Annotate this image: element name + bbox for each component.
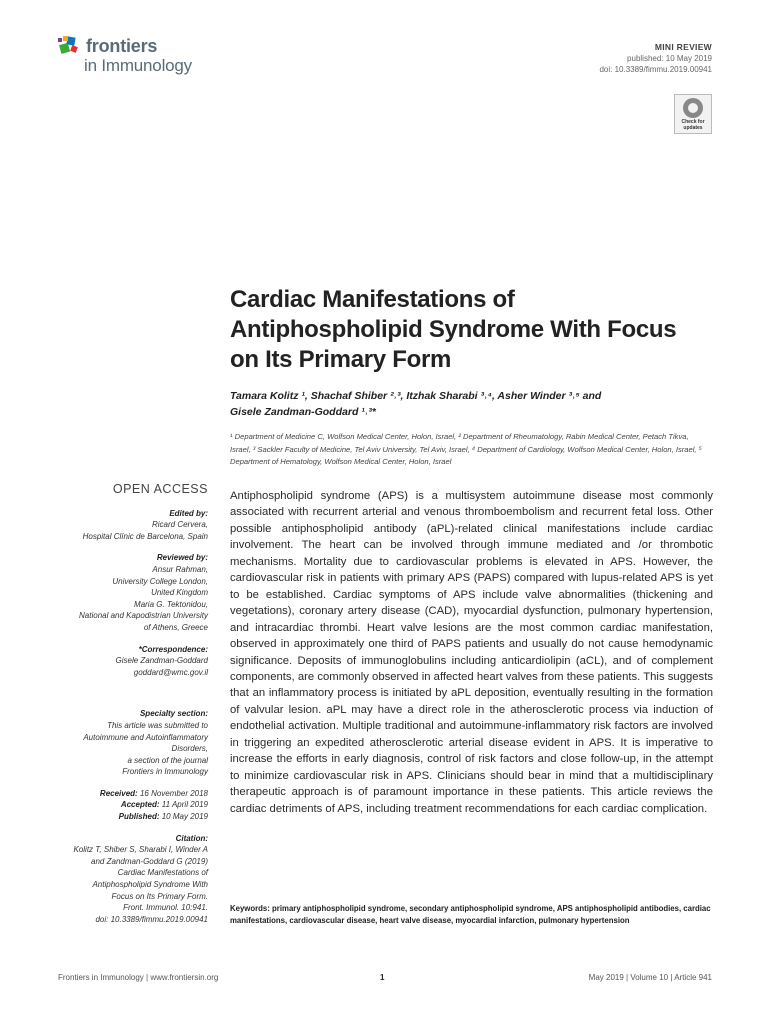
accepted-date: 11 April 2019 (161, 800, 208, 810)
citation-line: Cardiac Manifestations of (117, 868, 208, 878)
received-date: 16 November 2018 (139, 788, 208, 798)
footer-journal[interactable]: Frontiers in Immunology | www.frontiersin.org (58, 973, 219, 982)
check-updates-icon (683, 98, 703, 118)
specialty-line: Frontiers in Immunology (122, 767, 208, 777)
published-date: published: 10 May 2019 (627, 54, 712, 63)
badge-line1: Check for (681, 119, 705, 125)
footer-issue: May 2019 | Volume 10 | Article 941 (588, 973, 712, 982)
citation-line[interactable]: doi: 10.3389/fimmu.2019.00941 (95, 914, 208, 924)
correspondence-name: Gisele Zandman-Goddard (115, 656, 208, 666)
affiliations: ¹ Department of Medicine C, Wolfson Medical Center, Holon, Israel, ² Department of Rheumatology, Rabin Medical Center, Petach Tikva, Israel, ³ Sackler Faculty of Medicine, Tel Aviv University, Tel Aviv, Israel, ⁴ Department of Cardiology, Wolfson Medical Center, Holon, Israel, ⁵ Department of Hematology, Wolfson Medical Center, Holon, Israel (230, 432, 702, 466)
badge-line2: updates (683, 125, 703, 131)
specialty-line: a section of the journal (127, 755, 208, 765)
keywords (230, 903, 713, 927)
check-updates-badge[interactable] (674, 94, 712, 134)
authors-line1: Tamara Kolitz ¹, Shachaf Shiber ²˒³, Itzhak Sharabi ³˒⁴, Asher Winder ³˒⁵ and (230, 390, 602, 402)
reviewed-by-label: Reviewed by: (156, 553, 208, 563)
dates-section (58, 788, 208, 823)
reviewer-line: National and Kapodistrian University (79, 611, 208, 621)
specialty-line: This article was submitted to (107, 720, 208, 730)
reviewer-line: University College London, (112, 576, 208, 586)
keywords-label: Keywords: (230, 904, 270, 913)
correspondence-email[interactable]: goddard@wmc.gov.il (133, 667, 208, 677)
citation-line: Antiphospholipid Syndrome With (92, 880, 208, 890)
citation-line: Front. Immunol. 10:941. (123, 903, 208, 913)
received-label: Received: (99, 788, 138, 798)
reviewer-line: Maria G. Tektonidou, (134, 599, 208, 609)
citation-line: Focus on Its Primary Form. (111, 891, 208, 901)
citation-line: and Zandman-Goddard G (2019) (91, 856, 208, 866)
article-header (599, 42, 712, 75)
reviewer-line: of Athens, Greece (143, 622, 208, 632)
specialty-line: Disorders, (171, 744, 208, 754)
published-label: Published: (118, 812, 160, 822)
specialty-section (58, 708, 208, 778)
editor-line: Hospital Clínic de Barcelona, Spain (82, 531, 208, 541)
article-title: Cardiac Manifestations of Antiphospholipid Syndrome With Focus on Its Primary Form (230, 286, 677, 373)
edited-by-label: Edited by: (169, 508, 208, 518)
specialty-label: Specialty section: (139, 709, 208, 719)
journal-name-line1: frontiers (86, 36, 158, 56)
article-doi[interactable]: doi: 10.3389/fimmu.2019.00941 (599, 65, 712, 74)
citation-label: Citation: (175, 833, 208, 843)
reviewer-line: United Kingdom (151, 588, 208, 598)
edited-by-section (58, 508, 208, 543)
journal-name-line2: in Immunology (84, 56, 192, 75)
reviewer-line: Ansur Rahman, (152, 564, 208, 574)
accepted-label: Accepted: (120, 800, 160, 810)
editor-line: Ricard Cervera, (151, 520, 208, 530)
correspondence-section (58, 644, 208, 679)
author-list (230, 388, 700, 420)
published-date-sidebar: 10 May 2019 (161, 812, 208, 822)
citation-line: Kolitz T, Shiber S, Sharabi I, Winder A (73, 845, 208, 855)
correspondence-label: *Correspondence: (138, 644, 208, 654)
open-access-label: OPEN ACCESS (112, 482, 208, 496)
authors-line2: Gisele Zandman-Goddard ¹˒³* (230, 406, 376, 418)
abstract-text: Antiphospholipid syndrome (APS) is a multisystem autoimmune disease most commonly associated with recurrent arterial and venous thromboembolism and recurrent fetal loss. Other possible antiphospholipid antibody (aPL)-related clinical manifestations include cardiac involvement. The heart can be involved through immune mediated and /or thrombotic mechanisms. Mortality due to cardiovascular problems is elevated in APS. However, the cardiovascular risk in patients with primary APS (PAPS) compared with lupus-related APS is yet to be established. Cardiac symptoms of APS include valve abnormalities (thickening and vegetations), coronary artery disease (CAD), myocardial dysfunction, pulmonary hypertension, and intracardiac thrombi. Heart valve lesions are the most common cardiac manifestation, observed in approximately one third of PAPS patients and usually do not cause hemodynamic significance. Deposits of immunoglobulins including anticardiolipin (aCL), and of complement components, are commonly observed in affected heart valves from these patients. This suggests that an inflammatory process is initiated by aPL deposition, eventually resulting in the formation of valvular lesion. aPL may have a direct role in the atherosclerotic process via induction of endothelial activation. Multiple traditional and autoimmune-inflammatory risk factors are involved in triggering an expedited atherosclerotic arterial disease evident in APS. It is imperative to increase the efforts in early diagnosis, control of risk factors and close follow-up, in the attempt to minimize cardiovascular risk in APS. Clinicians should bear in mind that a multidisciplinary therapeutic approach is of paramount importance in these patients. This article reviews the cardiac detriments of APS, including treatment recommendations for each cardiac complication. (230, 490, 713, 815)
citation-section (58, 833, 208, 926)
page-number: 1 (380, 973, 385, 982)
article-sidebar (58, 484, 208, 935)
reviewed-by-section (58, 552, 208, 633)
frontiers-logo-icon (58, 34, 82, 58)
journal-logo[interactable] (58, 34, 218, 82)
specialty-line: Autoimmune and Autoinflammatory (83, 732, 208, 742)
article-type: MINI REVIEW (654, 42, 712, 52)
keywords-text: primary antiphospholipid syndrome, secondary antiphospholipid syndrome, APS antiphospholipid antibodies, cardiac manifestations, cardiovascular disease, heart valve disease, myocardial infarction, pulmonary hypertension (230, 904, 711, 925)
